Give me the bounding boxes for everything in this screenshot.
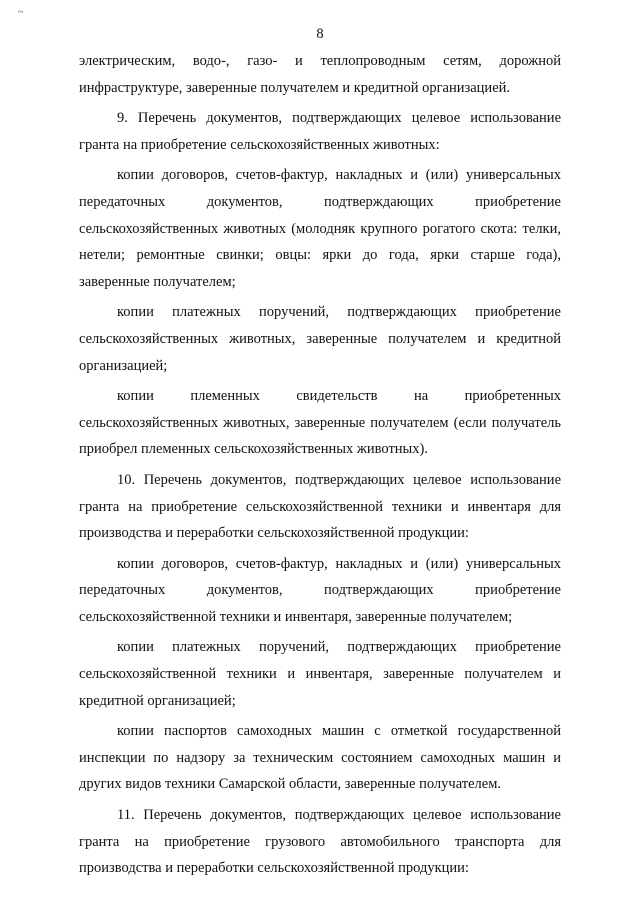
paragraph-continuation: электрическим, водо-, газо- и теплопроводным сетям, дорожной инфраструктуре, заверенные получателем и кредитной организацией. (79, 53, 561, 96)
corner-mark: ~ (18, 7, 24, 18)
paragraph-section-9-certificates: копии племенных свидетельств на приобретенных сельскохозяйственных животных, заверенные получателем (если получатель приобрел племенных сельскохозяйственных животных). (79, 388, 561, 458)
paragraph-section-9-heading: 9. Перечень документов, подтверждающих целевое использование гранта на приобретение сельскохозяйственных животных: (79, 110, 561, 153)
document-body (79, 48, 561, 886)
paragraph-section-10-contracts: копии договоров, счетов-фактур, накладных и (или) универсальных передаточных документов, подтверждающих приобретение сельскохозяйственной техники и инвентаря, заверенные получателем; (79, 555, 561, 625)
paragraph-section-10-payments: копии платежных поручений, подтверждающих приобретение сельскохозяйственной техники и инвентаря, заверенные получателем и кредитной организацией; (79, 639, 561, 709)
paragraph-section-11-heading: 11. Перечень документов, подтверждающих целевое использование гранта на приобретение грузового автомобильного транспорта для производства и переработки сельскохозяйственной продукции: (79, 807, 561, 877)
paragraph-section-10-heading: 10. Перечень документов, подтверждающих целевое использование гранта на приобретение сельскохозяйственной техники и инвентаря для производства и переработки сельскохозяйственной продукции: (79, 471, 561, 542)
paragraph-section-9-contracts: копии договоров, счетов-фактур, накладных и (или) универсальных передаточных документов, подтверждающих приобретение сельскохозяйственных животных (молодняк крупного рогатого скота: телки, нетели; ремонтные свинки; овцы: ярки до года, ярки старше года), заверенные получателем; (79, 167, 561, 290)
page-number: 8 (316, 26, 324, 42)
paragraph-section-10-passports: копии паспортов самоходных машин с отметкой государственной инспекции по надзору за техническим состоянием самоходных машин и других видов техники Самарской области, заверенные получателем. (79, 723, 561, 793)
paragraph-section-9-payments: копии платежных поручений, подтверждающих приобретение сельскохозяйственных животных, заверенные получателем и кредитной организацией; (79, 304, 561, 374)
